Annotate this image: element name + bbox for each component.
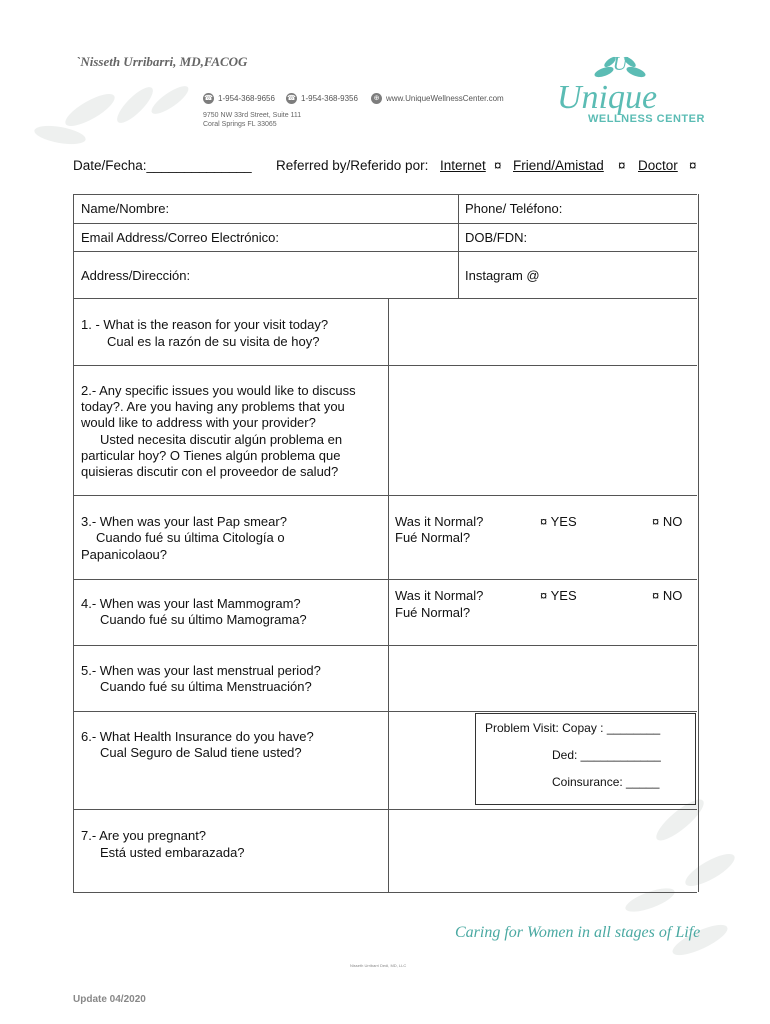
phone2-text: 1-954-368-9356	[301, 93, 358, 103]
phone-icon: ☎	[204, 94, 213, 102]
q5-text-en: 5.- When was your last menstrual period?	[81, 663, 321, 678]
globe-icon: ⊕	[371, 93, 382, 104]
q3-no-option[interactable]: ¤ NO	[652, 514, 683, 529]
tagline: Caring for Women in all stages of Life	[455, 924, 701, 941]
fax-icon: ☎	[287, 94, 296, 102]
q2-line5: particular hoy? O Tienes algún problema que	[81, 448, 341, 463]
q4-was-normal: Was it Normal?	[395, 588, 484, 603]
q4-yes-option[interactable]: ¤ YES	[540, 588, 577, 603]
checkbox-internet[interactable]: ¤	[494, 158, 502, 173]
address-field[interactable]: Address/Dirección:	[81, 268, 191, 283]
q5-text-es: Cuando fué su última Menstruación?	[100, 679, 312, 694]
instagram-field[interactable]: Instagram @	[465, 268, 540, 283]
website-contact	[371, 91, 504, 105]
coinsurance-field[interactable]: Coinsurance: _____	[552, 775, 660, 789]
q3-line3: Papanicolaou?	[81, 547, 168, 562]
q4-text-es: Cuando fué su último Mamograma?	[100, 612, 307, 627]
q4-text-en: 4.- When was your last Mammogram?	[81, 596, 301, 611]
name-field[interactable]: Name/Nombre:	[81, 201, 170, 216]
date-field[interactable]: Date/Fecha:______________	[73, 158, 252, 173]
q7-text-es: Está usted embarazada?	[100, 845, 245, 860]
checkbox-doctor[interactable]: ¤	[689, 158, 697, 173]
doctor-name: `Nisseth Urribarri, MD,FACOG	[76, 54, 248, 69]
option-friend[interactable]: Friend/Amistad	[513, 158, 604, 173]
deductible-field[interactable]: Ded: ____________	[552, 748, 661, 762]
insurance-box	[475, 713, 696, 805]
copay-field[interactable]: Problem Visit: Copay : ________	[485, 721, 661, 735]
q3-line1: 3.- When was your last Pap smear?	[81, 514, 287, 529]
referred-label: Referred by/Referido por:	[276, 158, 429, 173]
q4-fue-normal: Fué Normal?	[395, 605, 471, 620]
email-field[interactable]: Email Address/Correo Electrónico:	[81, 230, 279, 245]
option-internet[interactable]: Internet	[440, 158, 486, 173]
leaf-decoration-left	[30, 80, 210, 170]
website-text: www.UniqueWellnessCenter.com	[386, 93, 504, 103]
q2-line4: Usted necesita discutir algún problema en	[100, 432, 343, 447]
q3-line2: Cuando fué su última Citología o	[96, 530, 285, 545]
address-line2: Coral Springs FL 33065	[203, 121, 277, 128]
phone1-contact	[203, 91, 275, 105]
q7-answer[interactable]	[389, 810, 696, 892]
phone2-contact	[286, 91, 358, 105]
q3-was-normal: Was it Normal?	[395, 514, 484, 529]
q7-text-en: 7.- Are you pregnant?	[81, 828, 207, 843]
address-line1: 9750 NW 33rd Street, Suite 111	[203, 112, 302, 119]
q2-line2: today?. Are you having any problems that you	[81, 399, 345, 414]
option-doctor[interactable]: Doctor	[638, 158, 678, 173]
checkbox-friend[interactable]: ¤	[618, 158, 626, 173]
logo-letter: U	[612, 53, 628, 75]
q4-no-option[interactable]: ¤ NO	[652, 588, 683, 603]
q2-line1: 2.- Any specific issues you would like to discuss	[81, 383, 356, 398]
q1-text-es: Cual es la razón de su visita de hoy?	[107, 334, 320, 349]
q5-answer[interactable]	[389, 646, 696, 711]
q2-answer[interactable]	[389, 366, 696, 495]
q1-answer[interactable]	[389, 299, 696, 365]
q6-text-es: Cual Seguro de Salud tiene usted?	[100, 745, 302, 760]
phone1-text: 1-954-368-9656	[218, 93, 275, 103]
q6-text-en: 6.- What Health Insurance do you have?	[81, 729, 314, 744]
update-date: Update 04/2020	[73, 994, 146, 1005]
dob-field[interactable]: DOB/FDN:	[465, 230, 528, 245]
phone-field[interactable]: Phone/ Teléfono:	[465, 201, 563, 216]
q2-line3: would like to address with your provider?	[81, 415, 316, 430]
logo-script: Unique	[557, 79, 658, 116]
q1-text-en: 1. - What is the reason for your visit today?	[81, 317, 329, 332]
q3-yes-option[interactable]: ¤ YES	[540, 514, 577, 529]
logo-subtitle: WELLNESS CENTER	[588, 113, 705, 125]
q3-fue-normal: Fué Normal?	[395, 530, 471, 545]
fine-print: Nisseth Urribarri Dedi, MD, LLC	[350, 963, 407, 968]
q2-line6: quisieras discutir con el proveedor de salud?	[81, 464, 339, 479]
